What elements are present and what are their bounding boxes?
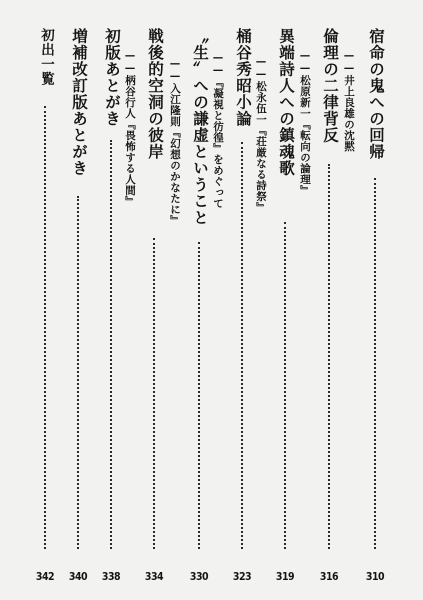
toc-entry — [67, 28, 91, 583]
leader-dots — [198, 242, 200, 549]
leader-dots — [110, 140, 112, 549]
leader-dots — [374, 178, 376, 549]
leader-dots — [328, 164, 330, 549]
toc-subentry — [344, 28, 368, 583]
entry-title: 宿命の鬼への回帰 — [367, 28, 385, 160]
leader-dots — [153, 238, 155, 549]
page-number: 334 — [144, 571, 164, 583]
page-number: 338 — [101, 571, 121, 583]
page-number: 316 — [319, 571, 339, 583]
entry-subtitle: ——井上良雄の沈黙 — [343, 50, 355, 152]
entry-subtitle: ——柄谷行人『畏怖する人間』 — [124, 50, 136, 207]
leader-dots — [284, 222, 286, 549]
entry-title: 増補改訂版あとがき — [70, 28, 88, 177]
toc-subentry — [213, 28, 237, 583]
page-number: 323 — [232, 571, 252, 583]
toc-subentry — [300, 28, 324, 583]
toc-subentry — [125, 28, 149, 583]
entry-title: 〝生〟への謙虚ということ — [191, 28, 209, 226]
entry-title: 倫理の二律背反 — [321, 28, 339, 144]
toc-subentry — [256, 28, 280, 583]
entry-title: 異端詩人への鎮魂歌 — [277, 28, 295, 177]
toc-entry — [34, 28, 58, 583]
entry-subtitle: ——入江隆則『幻想のかなたに』 — [169, 58, 181, 226]
page-number: 340 — [68, 571, 88, 583]
entry-title: 戦後的空洞の彼岸 — [146, 28, 164, 160]
page-number: 330 — [189, 571, 209, 583]
entry-subtitle: ——『凝視と彷徨』をめぐって — [212, 52, 224, 209]
page-number: 319 — [275, 571, 295, 583]
toc-entry — [100, 28, 124, 583]
leader-dots — [77, 196, 79, 549]
leader-dots — [44, 106, 46, 549]
toc-subentry — [170, 28, 194, 583]
entry-title: 初出一覧 — [38, 28, 54, 86]
entry-subtitle: ——松原新一『転向の論理』 — [299, 50, 311, 196]
leader-dots — [241, 142, 243, 549]
entry-subtitle: ——松永伍一『荘厳なる詩祭』 — [255, 56, 267, 213]
page-number: 310 — [365, 571, 385, 583]
entry-title: 桶谷秀昭小論 — [234, 28, 252, 127]
entry-title: 初版あとがき — [103, 28, 121, 127]
page-number: 342 — [35, 571, 55, 583]
